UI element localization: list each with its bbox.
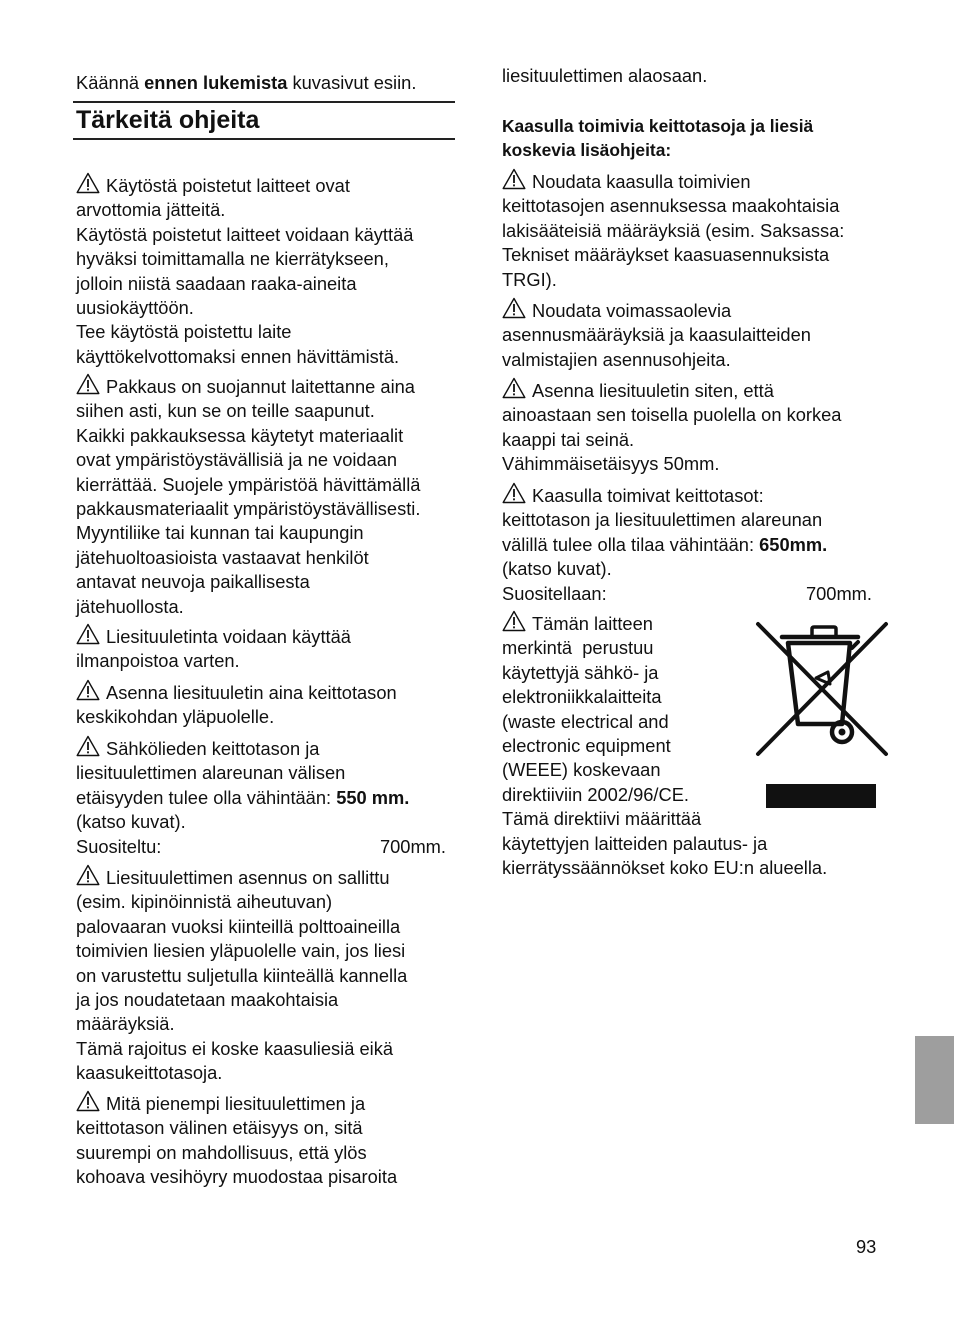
gas-distance-paragraph: Kaasulla toimivat keittotasot: keittotason ja liesituulettimen alareunan välillä tulee olla tilaa vähintään: 650mm. (katso kuvat). Suositellaan: 700mm. — [502, 482, 872, 606]
gas-regulations-paragraph: Noudata kaasulla toimivien keittotasojen asennuksessa maakohtaisia lakisääteisiä määräyksiä (esim. Saksassa: Tekniset määräykset kaasuasennuksista TRGI). — [502, 168, 844, 292]
center-install-paragraph: Asenna liesituuletin aina keittotason keskikohdan yläpuolelle. — [76, 679, 397, 730]
recommended-label: Suositellaan: — [502, 582, 607, 604]
weee-paragraph: Tämän laitteen merkintä perustuu käytettyjä sähkö- ja elektroniikkalaitteita (waste electrical and electronic equipment (WEEE) koskevaan direktiiviin 2002/96/CE. Tämä direktiivi määrittää käytettyjen laitteiden palautus- ja kierrätyssäännökset koko EU:n alueella. — [502, 610, 827, 880]
packaging-paragraph: Pakkaus on suojannut laitettanne aina siihen asti, kun se on teille saapunut. Kaikki pakkauksessa käytetyt materiaalit ovat ympäristöystävällisiä ja ne voidaan kierrättää. Suojele ympäristöä hävittämällä pakkausmateriaalit ympäristöystävällisesti. Myyntiliike tai kunnan tai kaupungin jätehuoltoasioista vastaavat henkilöt antavat neuvoja paikallisesta jätehuollosta. — [76, 373, 420, 619]
warning-icon — [76, 623, 100, 645]
installation-rules-paragraph: Noudata voimassaolevia asennusmääräyksiä ja kaasulaitteiden valmistajien asennusohjeita. — [502, 297, 811, 372]
warning-icon — [502, 377, 526, 399]
warning-icon — [502, 297, 526, 319]
intro-line: Käännä ennen lukemista kuvasivut esiin. — [76, 72, 417, 93]
warning-icon — [76, 679, 100, 701]
recommended-value: 700mm. — [805, 582, 872, 604]
recommended-value: 700mm. — [379, 835, 446, 857]
warning-icon — [502, 482, 526, 504]
solid-fuel-paragraph: Liesituulettimen asennus on sallittu (esim. kipinöinnistä aiheutuvan) palovaaran vuoksi kiinteillä polttoaineilla toimivien liesien yläpuolelle vain, jos liesi on varustettu suljetulla kiinteällä kannella ja jos noudatetaan maakohtaisia määräyksiä. Tämä rajoitus ei koske kaasuliesiä eikä kaasukeittotasoja. — [76, 864, 407, 1086]
warning-icon — [76, 172, 100, 194]
recommended-label: Suositeltu: — [76, 835, 162, 857]
warning-icon — [76, 373, 100, 395]
cabinet-clearance-paragraph: Asenna liesituuletin siten, että ainoastaan sen toisella puolella on korkea kaappi tai seinä. Vähimmäisetäisyys 50mm. — [502, 377, 841, 477]
gas-section-heading: Kaasulla toimivia keittotasoja ja liesiä koskevia lisäohjeita: — [502, 116, 814, 160]
thumb-index-tab — [915, 1036, 954, 1124]
continued-text: liesituulettimen alaosaan. — [502, 65, 708, 86]
warning-icon — [76, 735, 100, 757]
weee-bin-icon — [754, 620, 890, 760]
warning-icon — [76, 864, 100, 886]
title-bottom-rule — [73, 138, 455, 140]
page-title: Tärkeitä ohjeita — [76, 106, 260, 134]
warning-icon — [502, 610, 526, 632]
title-top-rule — [73, 101, 455, 103]
electric-distance-paragraph: Sähkölieden keittotason ja liesituulettimen alareunan välisen etäisyyden tulee olla vähintään: 550 mm. (katso kuvat). Suositeltu: 700mm. — [76, 735, 446, 859]
steam-paragraph: Mitä pienempi liesituulettimen ja keittotason välinen etäisyys on, sitä suurempi on mahdollisuus, että ylös kohoava vesihöyry muodostaa pisaroita — [76, 1090, 397, 1190]
weee-black-bar — [766, 784, 876, 808]
disposal-paragraph: Käytöstä poistetut laitteet ovat arvottomia jätteitä. Käytöstä poistetut laitteet voidaan käyttää hyväksi toimittamalla ne kierrätykseen, jolloin niistä saadaan raaka-aineita uusiokäyttöön. Tee käytöstä poistettu laite käyttökelvottomaksi ennen hävittämistä. — [76, 172, 413, 369]
exhaust-paragraph: Liesituuletinta voidaan käyttää ilmanpoistoa varten. — [76, 623, 351, 674]
warning-icon — [76, 1090, 100, 1112]
page-number: 93 — [856, 1236, 877, 1257]
warning-icon — [502, 168, 526, 190]
